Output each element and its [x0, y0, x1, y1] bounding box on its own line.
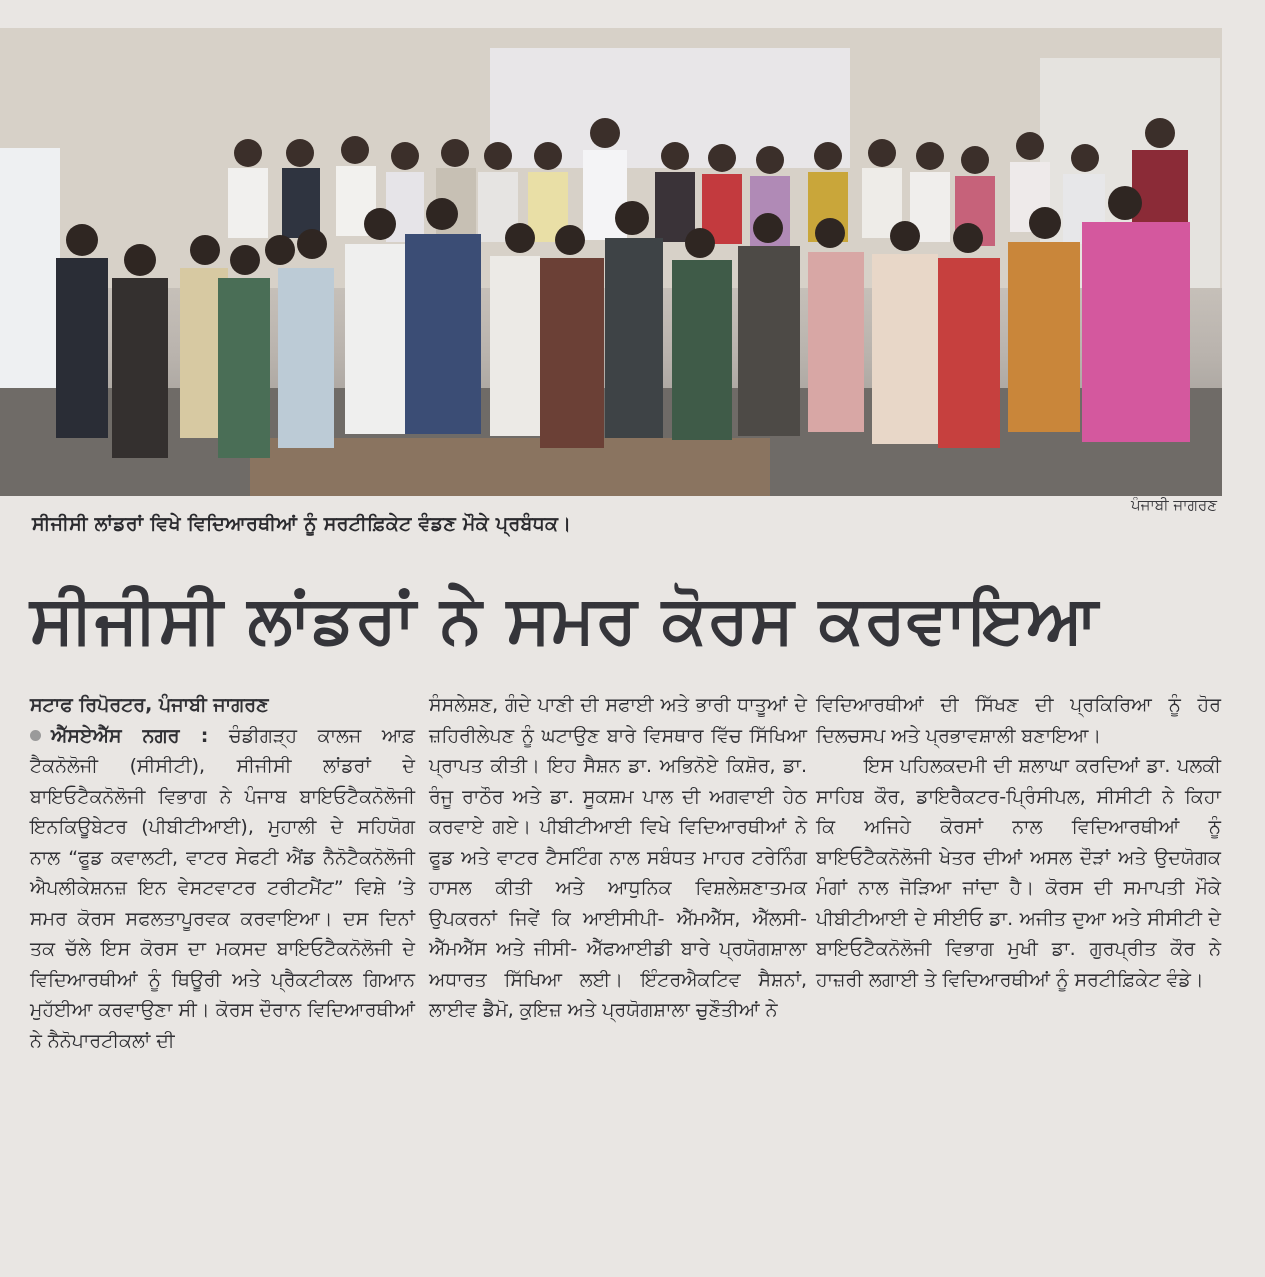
group-photo: [0, 28, 1222, 496]
byline: ਸਟਾਫ ਰਿਪੋਰਟਰ, ਪੰਜਾਬੀ ਜਾਗਰਣ: [30, 694, 269, 716]
photo-credit: ਪੰਜਾਬੀ ਜਾਗਰਣ: [1131, 496, 1217, 514]
article-column-1: [30, 690, 415, 1056]
photo-caption: ਸੀਜੀਸੀ ਲਾਂਡਰਾਂ ਵਿਖੇ ਵਿਦਿਆਰਥੀਆਂ ਨੂੰ ਸਰਟੀਫ਼ਿਕੇਟ ਵੰਡਣ ਮੌਕੇ ਪ੍ਰਬੰਧਕ।: [32, 513, 572, 535]
article-column-3: [816, 690, 1221, 995]
headline: ਸੀਜੀਸੀ ਲਾਂਡਰਾਂ ਨੇ ਸਮਰ ਕੋਰਸ ਕਰਵਾਇਆ: [30, 581, 1100, 658]
article-text: ਇਸ ਪਹਿਲਕਦਮੀ ਦੀ ਸ਼ਲਾਘਾ ਕਰਦਿਆਂ ਡਾ. ਪਲਕੀ ਸਾਹਿਬ ਕੌਰ, ਡਾਇਰੈਕਟਰ-ਪ੍ਰਿੰਸੀਪਲ, ਸੀਸੀਟੀ ਨੇ ਕਿਹਾ ਕਿ ਅਜਿਹੇ ਕੋਰਸਾਂ ਨਾਲ ਵਿਦਿਆਰਥੀਆਂ ਨੂੰ ਬਾਇਓਟੈਕਨੋਲੋਜੀ ਖੇਤਰ ਦੀਆਂ ਅਸਲ ਦੌੜਾਂ ਅਤੇ ਉਦਯੋਗਕ ਮੰਗਾਂ ਨਾਲ ਜੋੜਿਆ ਜਾਂਦਾ ਹੈ। ਕੋਰਸ ਦੀ ਸਮਾਪਤੀ ਮੌਕੇ ਪੀਬੀਟੀਆਈ ਦੇ ਸੀਈਓ ਡਾ. ਅਜੀਤ ਦੁਆ ਅਤੇ ਸੀਸੀਟੀ ਦੇ ਬਾਇਓਟੈਕਨੋਲੋਜੀ ਵਿਭਾਗ ਮੁਖੀ ਡਾ. ਗੁਰਪ੍ਰੀਤ ਕੌਰ ਨੇ ਹਾਜ਼ਰੀ ਲਗਾਈ ਤੇ ਵਿਦਿਆਰਥੀਆਂ ਨੂੰ ਸਰਟੀਫ਼ਿਕੇਟ ਵੰਡੇ।: [816, 755, 1221, 991]
dateline: ਐੱਸਏਐੱਸ ਨਗਰ :: [51, 724, 209, 747]
article-column-2: [429, 690, 807, 1026]
article-text: ਸੰਸਲੇਸ਼ਣ, ਗੰਦੇ ਪਾਣੀ ਦੀ ਸਫਾਈ ਅਤੇ ਭਾਰੀ ਧਾਤੂਆਂ ਦੇ ਜ਼ਹਿਰੀਲੇਪਣ ਨੂੰ ਘਟਾਉਣ ਬਾਰੇ ਵਿਸਥਾਰ ਵਿੱਚ ਸਿੱਖਿਆ ਪ੍ਰਾਪਤ ਕੀਤੀ। ਇਹ ਸੈਸ਼ਨ ਡਾ. ਅਭਿਨੋਏ ਕਿਸ਼ੋਰ, ਡਾ. ਰੰਜੂ ਰਾਠੌਰ ਅਤੇ ਡਾ. ਸੂਕਸ਼ਮ ਪਾਲ ਦੀ ਅਗਵਾਈ ਹੇਠ ਕਰਵਾਏ ਗਏ। ਪੀਬੀਟੀਆਈ ਵਿਖੇ ਵਿਦਿਆਰਥੀਆਂ ਨੇ ਫੂਡ ਅਤੇ ਵਾਟਰ ਟੈਸਟਿੰਗ ਨਾਲ ਸਬੰਧਤ ਮਾਹਰ ਟਰੇਨਿੰਗ ਹਾਸਲ ਕੀਤੀ ਅਤੇ ਆਧੁਨਿਕ ਵਿਸ਼ਲੇਸ਼ਣਾਤਮਕ ਉਪਕਰਨਾਂ ਜਿਵੇਂ ਕਿ ਆਈਸੀਪੀ- ਐੱਮਐੱਸ, ਐੱਲਸੀ- ਐੱਮਐੱਸ ਅਤੇ ਜੀਸੀ- ਐੱਫਆਈਡੀ ਬਾਰੇ ਪ੍ਰਯੋਗਸ਼ਾਲਾ ਅਧਾਰਤ ਸਿੱਖਿਆ ਲਈ। ਇੰਟਰਐਕਟਿਵ ਸੈਸ਼ਨਾਂ, ਲਾਈਵ ਡੈਮੋ, ਕੁਇਜ਼ ਅਤੇ ਪ੍ਰਯੋਗਸ਼ਾਲਾ ਚੁਣੌਤੀਆਂ ਨੇ: [429, 694, 807, 1021]
article-paragraph: [30, 721, 415, 1057]
bullet-icon: [30, 730, 41, 741]
group-photo-icon: [0, 28, 1222, 496]
article-text: ਚੰਡੀਗੜ੍ਹ ਕਾਲਜ ਆਫ਼ ਟੈਕਨੋਲੋਜੀ (ਸੀਸੀਟੀ), ਸੀਜੀਸੀ ਲਾਂਡਰਾਂ ਦੇ ਬਾਇਓਟੈਕਨੋਲੋਜੀ ਵਿਭਾਗ ਨੇ ਪੰਜਾਬ ਬਾਇਓਟੈਕਨੋਲੋਜੀ ਇਨਕਿਊਬੇਟਰ (ਪੀਬੀਟੀਆਈ), ਮੁਹਾਲੀ ਦੇ ਸਹਿਯੋਗ ਨਾਲ “ਫੂਡ ਕਵਾਲਟੀ, ਵਾਟਰ ਸੇਫਟੀ ਐਂਡ ਨੈਨੋਟੈਕਨੋਲੋਜੀ ਐਪਲੀਕੇਸ਼ਨਜ਼ ਇਨ ਵੇਸਟਵਾਟਰ ਟਰੀਟਮੈਂਟ” ਵਿਸ਼ੇ ’ਤੇ ਸਮਰ ਕੋਰਸ ਸਫਲਤਾਪੂਰਵਕ ਕਰਵਾਇਆ। ਦਸ ਦਿਨਾਂ ਤਕ ਚੱਲੇ ਇਸ ਕੋਰਸ ਦਾ ਮਕਸਦ ਬਾਇਓਟੈਕਨੋਲੋਜੀ ਦੇ ਵਿਦਿਆਰਥੀਆਂ ਨੂੰ ਥਿਊਰੀ ਅਤੇ ਪ੍ਰੈਕਟੀਕਲ ਗਿਆਨ ਮੁਹੱਈਆ ਕਰਵਾਉਣਾ ਸੀ। ਕੋਰਸ ਦੌਰਾਨ ਵਿਦਿਆਰਥੀਆਂ ਨੇ ਨੈਨੋਪਾਰਟੀਕਲਾਂ ਦੀ: [30, 724, 416, 1052]
article-text: ਵਿਦਿਆਰਥੀਆਂ ਦੀ ਸਿੱਖਣ ਦੀ ਪ੍ਰਕਿਰਿਆ ਨੂੰ ਹੋਰ ਦਿਲਚਸਪ ਅਤੇ ਪ੍ਰਭਾਵਸ਼ਾਲੀ ਬਣਾਇਆ।: [816, 694, 1221, 747]
